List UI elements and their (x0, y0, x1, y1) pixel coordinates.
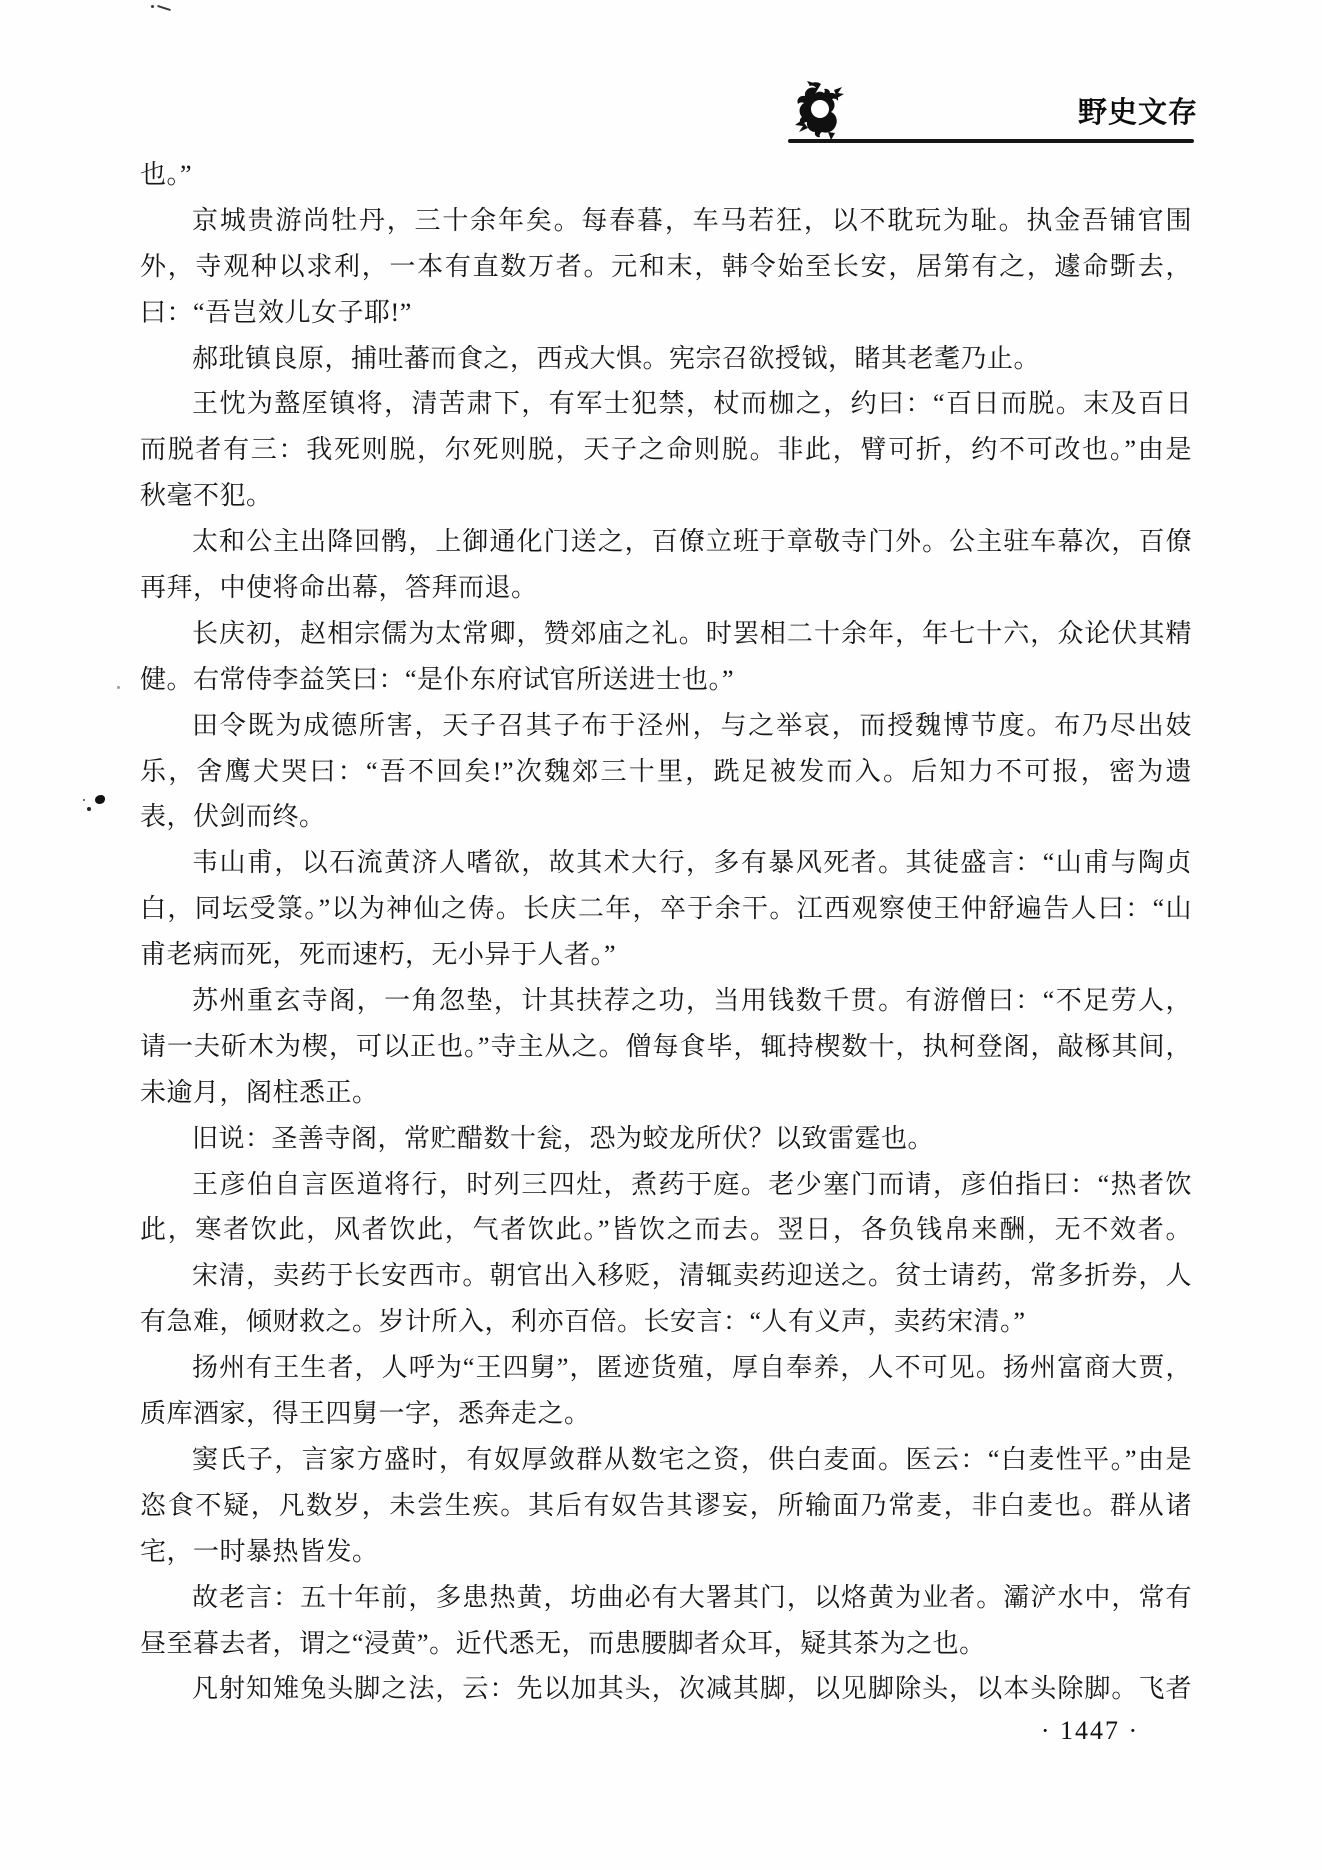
text-line: 宅，一时暴热皆发。 (140, 1536, 379, 1566)
body-text (140, 152, 1192, 1712)
text-line: 白，同坛受箓。”以为神仙之俦。长庆二年，卒于余干。江西观察使王仲舒遍告人曰：“山 (140, 894, 1192, 924)
text-line: 宋清，卖药于长安西市。朝官出入移贬，清辄卖药迎送之。贫士请药，常多折券，人 (192, 1261, 1192, 1291)
text-line: 曰：“吾岂效儿女子耶!” (140, 297, 412, 327)
text-line: 昼至暮去者，谓之“浸黄”。近代悉无，而患腰脚者众耳，疑其茶为之也。 (140, 1628, 986, 1658)
text-line: 此，寒者饮此，风者饮此，气者饮此。”皆饮之而去。翌日，各负钱帛来酬，无不效者。 (140, 1215, 1192, 1245)
ink-speck (87, 807, 91, 811)
text-line: 旧说：圣善寺阁，常贮醋数十瓮，恐为蛟龙所伏？以致雷霆也。 (192, 1123, 935, 1153)
text-line: 窦氏子，言家方盛时，有奴厚敛群从数宅之资，供白麦面。医云：“白麦性平。”由是 (192, 1444, 1192, 1474)
text-line: 质库酒家，得王四舅一字，悉奔走之。 (140, 1399, 591, 1429)
page-number: · 1447 · (1040, 1716, 1140, 1745)
text-line: 扬州有王生者，人呼为“王四舅”，匿迹货殖，厚自奉养，人不可见。扬州富商大贾， (192, 1353, 1192, 1383)
ink-speck (157, 5, 171, 11)
text-line: 长庆初，赵相宗儒为太常卿，赞郊庙之礼。时罢相二十余年，年七十六，众论伏其精 (192, 618, 1192, 648)
text-line: 有急难，倾财救之。岁计所入，利亦百倍。长安言：“人有义声，卖药宋清。” (140, 1307, 1026, 1337)
text-line: 健。右常侍李益笑曰：“是仆东府试官所送进士也。” (140, 664, 735, 694)
text-line: 而脱者有三：我死则脱，尔死则脱，天子之命则脱。非此，臂可折，约不可改也。”由是 (140, 435, 1192, 465)
text-line: 韦山甫，以石流黄济人嗜欲，故其术大行，多有暴风死者。其徒盛言：“山甫与陶贞 (192, 848, 1192, 878)
ink-speck (83, 799, 85, 801)
text-line: 未逾月，阁柱悉正。 (140, 1077, 379, 1107)
dragon-emblem-icon (790, 80, 850, 142)
text-line: 郝玭镇良原，捕吐蕃而食之，西戎大惧。宪宗召欲授钺，睹其老耄乃止。 (192, 343, 1041, 373)
page-title: 野史文存 (1078, 97, 1199, 129)
text-line: 王彦伯自言医道将行，时列三四灶，煮药于庭。老少塞门而请，彦伯指曰：“热者饮 (192, 1169, 1192, 1199)
text-line: 外，寺观种以求利，一本有直数万者。元和末，韩令始至长安，居第有之，遽命斲去， (140, 251, 1192, 281)
text-line: 田令既为成德所害，天子召其子布于泾州，与之举哀，而授魏博节度。布乃尽出妓 (192, 710, 1192, 740)
header-rule (788, 139, 1194, 143)
text-line: 故老言：五十年前，多患热黄，坊曲必有大署其门，以烙黄为业者。灞浐水中，常有 (192, 1582, 1192, 1612)
text-line: 甫老病而死，死而速朽，无小异于人者。” (140, 940, 617, 970)
text-line: 京城贵游尚牡丹，三十余年矣。每春暮，车马若狂，以不耽玩为耻。执金吾铺官围 (192, 205, 1192, 235)
text-line: 秋毫不犯。 (140, 481, 273, 511)
text-line: 王忱为盩厔镇将，清苦肃下，有军士犯禁，杖而枷之，约曰：“百日而脱。末及百日 (192, 389, 1192, 419)
text-line: 请一夫斫木为楔，可以正也。”寺主从之。僧每食毕，辄持楔数十，执柯登阁，敲椓其间， (140, 1031, 1192, 1061)
text-line: 凡射知雉兔头脚之法，云：先以加其头，次减其脚，以见脚除头，以本头除脚。飞者 (192, 1674, 1192, 1704)
text-line: 也。” (140, 160, 193, 189)
ink-blot (95, 795, 105, 804)
ink-speck (117, 686, 120, 689)
text-line: 苏州重玄寺阁，一角忽垫，计其扶荐之功，当用钱数千贯。有游僧曰：“不足劳人， (192, 986, 1192, 1016)
text-line: 乐，舍鹰犬哭曰：“吾不回矣!”次魏郊三十里，跣足被发而入。后知力不可报，密为遗 (140, 756, 1192, 786)
text-line: 太和公主出降回鹘，上御通化门送之，百僚立班于章敬寺门外。公主驻车幕次，百僚 (192, 527, 1192, 557)
ink-speck (151, 5, 154, 8)
text-line: 再拜，中使将命出幕，答拜而退。 (140, 573, 538, 603)
text-line: 恣食不疑，凡数岁，未尝生疾。其后有奴告其谬妄，所输面乃常麦，非白麦也。群从诸 (140, 1490, 1192, 1520)
text-line: 表，伏剑而终。 (140, 802, 326, 832)
